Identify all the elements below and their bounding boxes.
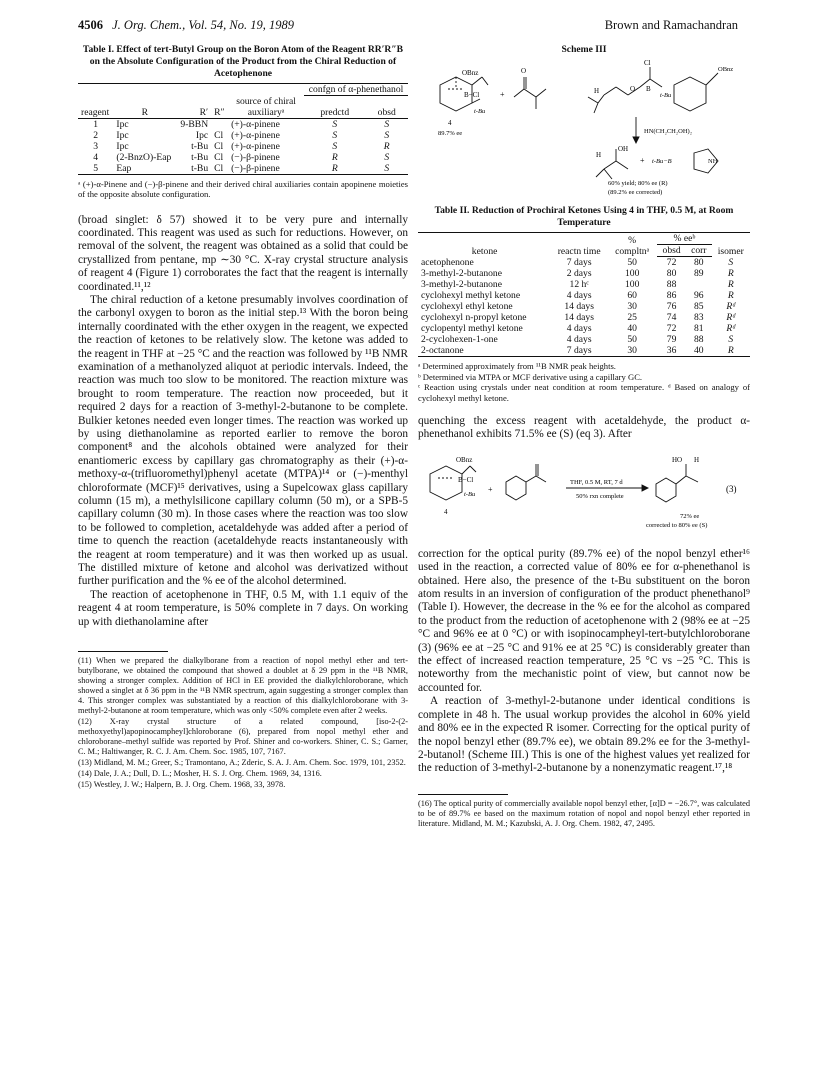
table1-header-reagent: reagent <box>78 96 113 119</box>
table-row <box>418 279 750 290</box>
table-row <box>78 152 408 163</box>
journal-citation: J. Org. Chem., Vol. 54, No. 19, 1989 <box>112 18 294 32</box>
table1-header-source: source of chiral auxiliaryᵃ <box>228 96 304 119</box>
cell-reagent: 2 <box>93 129 99 141</box>
table2-footnote-a: ᵃ Determined approximately from ¹¹B NMR peak heights. <box>418 361 616 371</box>
cell-isomer: S <box>728 334 734 345</box>
cell-obsd: R <box>383 140 390 152</box>
footnote-14: (14) Dale, J. A.; Dull, D. L.; Mosher, H. S. J. Org. Chem. 1969, 34, 1316. <box>78 769 322 779</box>
cell-isomer: R <box>712 345 750 357</box>
table1-header-r: R <box>113 96 176 119</box>
cell-compl: 50 <box>627 334 637 345</box>
cell-obsd: 80 <box>666 268 677 279</box>
cell-r2: Cl <box>214 129 224 141</box>
eq3-conditions-2: 50% rxn complete <box>576 492 624 500</box>
cell-r: (2-BnzO)-Eap <box>116 151 172 163</box>
table-row <box>418 334 750 345</box>
cell-aux: (+)-α-pinene <box>231 140 280 152</box>
scheme-label-cl: Cl <box>644 59 651 67</box>
cell-corr: 81 <box>694 323 704 334</box>
table2-caption: Table II. Reduction of Prochiral Ketones Using 4 in THF, 0.5 M, at Room Temperature <box>434 205 734 228</box>
paragraph: correction for the optical purity (89.7% ee) of the nopol benzyl ether¹⁶ used in the reaction, a corrected value of 80% ee for α-phenethanol is obtained. Here also, the presence of the t-Bu substituent on the boron atom results in an inversion of configuration of the product phenethanol⁹ (Table I). However, the decrease in the % ee for the alcohol as compared to the product from the reduction of acetophenone with 2 (98% ee at −25 °C and 96% ee at 0 °C) or with isopinocampheyl-tert-butylchloroborane (3) (96% ee at −25 °C and 91% ee at 25 °C) is considerably greater than the effect of increased reaction temperature, 25 °C vs −25 °C. This is noteworthy from the mechanistic point of view, but cannot now be accounted for. <box>418 547 750 694</box>
cell-r1: t-Bu <box>176 163 211 175</box>
cell-ketone: 3-methyl-2-butanone <box>421 268 502 279</box>
paragraph: The reaction of acetophenone in THF, 0.5 M, with 1.1 equiv of the reagent 4 at room temperature, is 50% complete in 7 days. On working up with diethanolamine after <box>78 588 408 628</box>
scheme-label-tbu: t-Bu <box>474 108 486 115</box>
eq3-ho: HO <box>672 455 683 464</box>
cell-reagent: 1 <box>93 118 99 130</box>
eq3-bcl: B−Cl <box>458 475 474 484</box>
scheme-byproduct-nh: NH <box>708 158 718 165</box>
scheme-label-bcl: B−Cl <box>464 91 480 99</box>
scheme-label-o: O <box>630 85 636 93</box>
cell-aux: (+)-α-pinene <box>231 129 280 141</box>
cell-ketone: acetophenone <box>421 256 474 268</box>
eq3-h: H <box>694 455 700 464</box>
cell-time: 4 days <box>566 323 592 334</box>
cell-ketone: 3-methyl-2-butanone <box>421 279 502 290</box>
cell-corr: 85 <box>694 301 704 312</box>
paragraph: A reaction of 3-methyl-2-butanone under identical conditions is complete in 48 h. The usual workup provides the alcohol in 60% yield and 80% ee in the expected R isomer. Correcting for the optical purity of the nopol benzyl ether (89.7% ee), we obtain 89.2% ee for the 3-methyl-2-butanol! (Scheme III.) This is one of the highest values yet realized for the reduction of 3-methyl-2-butanone by a nonenzymatic reagent.¹⁷,¹⁸ <box>418 695 750 775</box>
cell-r2: Cl <box>214 140 224 152</box>
scheme-byproduct-tbub: t-Bu−B <box>652 158 672 165</box>
cell-compl: 60 <box>627 290 637 301</box>
cell-ketone: 2-octanone <box>418 345 551 357</box>
table2-header-ee: % eeᵇ <box>657 233 711 245</box>
cell-aux: (+)-α-pinene <box>231 118 280 130</box>
table-row <box>418 290 750 301</box>
cell-isomer: R <box>727 290 734 301</box>
cell-r2: Cl <box>211 163 228 175</box>
cell-time: 7 days <box>551 345 607 357</box>
table-row <box>418 345 750 357</box>
scheme-product-h: H <box>596 151 602 159</box>
cell-pred: S <box>332 129 338 141</box>
table2-footnote-b: ᵇ Determined via MTPA or MCF derivative using a capillary GC. <box>418 371 643 382</box>
footnote-12: (12) X-ray crystal structure of a related compound, [iso-2-(2-methoxyethyl)apopinocampheyl]chloroborane (6), prepared from nopol methyl ether and chloroborane–methyl sulfide was reported by Prof. Shiner and co-workers. Shiner, C. S.; Garner, C. M.; Haltiwanger, R. C. J. Am. Chem. Soc. 1985, 107, 7167. <box>78 717 408 757</box>
cell-corr: 96 <box>694 290 704 301</box>
table-row <box>418 257 750 269</box>
cell-isomer: Rᵈ <box>726 323 736 334</box>
running-header-authors: Brown and Ramachandran <box>604 18 738 32</box>
cell-isomer: S <box>728 256 734 268</box>
footnote-13: (13) Midland, M. M.; Greer, S.; Tramontano, A.; Zderic, S. A. J. Am. Chem. Soc. 1979, 101, 2352. <box>78 758 406 768</box>
scheme-plus-2: + <box>640 156 645 165</box>
cell-isomer: R <box>727 268 734 279</box>
cell-corr: 83 <box>694 312 704 323</box>
cell-isomer: Rᵈ <box>726 312 736 323</box>
scheme-ee: 89.7% ee <box>438 130 463 137</box>
cell-compl: 50 <box>627 256 637 268</box>
cell-reagent: 5 <box>78 163 113 175</box>
cell-reagent: 4 <box>93 151 99 163</box>
cell-compl: 100 <box>624 268 640 279</box>
scheme-label-b: B <box>646 85 651 93</box>
eq3-ee: 72% ee <box>680 512 700 520</box>
cell-time: 14 days <box>564 301 594 312</box>
cell-ketone: cyclohexyl methyl ketone <box>421 290 521 301</box>
table-row <box>78 163 408 175</box>
table-row <box>418 323 750 334</box>
scheme-yield: 60% yield; 80% ee (R) <box>608 180 668 187</box>
cell-isomer: Rᵈ <box>726 301 736 312</box>
cell-time: 2 days <box>566 268 592 279</box>
cell-r: Ipc <box>116 140 129 152</box>
table2-header-ketone <box>418 233 551 257</box>
table1 <box>78 83 408 175</box>
cell-time: 12 hᶜ <box>569 279 589 290</box>
page-number: 4506 <box>78 18 103 32</box>
cell-ketone: 2-cyclohexen-1-one <box>421 334 498 345</box>
cell-obsd: S <box>384 118 390 130</box>
table2 <box>418 232 750 357</box>
paragraph: The chiral reduction of a ketone presumably involves coordination of the carbonyl oxygen to boron as the initial step.¹³ With the boron being internally coordinated with the ether oxygen in the reagent, we expected the reaction of ketones to be relatively slow. The ketone was added to the reagent in THF at −25 °C and the reaction was followed by ¹¹B NMR examination of a methanolyzed aliquot at periodic intervals. Indeed, the reaction was much too slow to be monitored. The reaction mixture was brought to room temperature. The reaction now proceeded, but it required 2 days for a reaction of 3-methyl-2-butanone to be complete. Bulkier ketones needed even longer times. The reaction was worked up by using diethanolamine as reported earlier to remove the boron component⁸ and the alcohols obtained were analyzed for their enantiomeric excess by capillary gas chromatography as their (+)-α-methoxy-α-(trifluoromethyl)phenyl acetate (MTPA)¹⁴ or (−)-menthyl chloroformate (MCF)¹⁵ derivatives, using a Supelcowax glass capillary column (15 m), a methylsilicone capillary column (50 m), or a SPB-5 capillary column (30 m). In those cases where the reaction was too slow to be followed to completion, acetaldehyde was added after a period of time to quench the reaction (acetaldehyde reacts instantaneously with the reagent at room temperature) and it was then worked up as usual. The distilled mixture of ketone and alcohol was derivatized without further purification and the % ee of the alcohol determined. <box>78 293 408 588</box>
table-row <box>78 141 408 152</box>
cell-ketone: cyclohexyl ethyl ketone <box>421 301 513 312</box>
left-footnotes <box>78 656 408 790</box>
right-column <box>418 44 750 829</box>
table1-header-r1: R′ <box>176 96 211 119</box>
scheme-label-tbu2: t-Bu <box>660 92 672 99</box>
cell-pred: R <box>304 163 365 175</box>
running-header-left <box>78 18 294 33</box>
cell-isomer: R <box>727 279 734 290</box>
cell-obsd: 88 <box>666 279 677 290</box>
table1-caption: Table I. Effect of tert-Butyl Group on the Boron Atom of the Reagent RR′R″B on the Absolute Configuration of the Product from the Chiral Reduction of Acetophenone <box>82 44 404 79</box>
cell-r: Ipc <box>116 129 129 141</box>
eq3-obnz: OBnz <box>456 455 473 464</box>
cell-r1: t-Bu <box>191 151 209 163</box>
cell-pred: S <box>332 140 338 152</box>
cell-aux: (−)-β-pinene <box>231 151 280 163</box>
table1-header-predctd: predctd <box>304 96 365 119</box>
scheme3-figure <box>418 57 750 197</box>
left-column <box>78 44 408 791</box>
table2-header-isomer: isomer <box>712 233 750 257</box>
footnote-divider <box>78 651 168 652</box>
cell-time: 4 days <box>566 334 592 345</box>
equation-3-figure <box>418 446 750 542</box>
cell-r2 <box>211 118 228 130</box>
cell-pred: R <box>331 151 338 163</box>
cell-obsd: 86 <box>666 290 677 301</box>
footnote-11: (11) When we prepared the dialkylborane from a reaction of nopol methyl ether and tert-butylborane, we obtained the compound that showed a doublet at δ 29 ppm in the ¹¹B NMR, showing a stronger complex. Addition of HCl in EE provided the dialkylchloroborane, which showed a singlet at δ 36 ppm in the ¹¹B NMR spectrum, again suggesting a stronger complex than 4. This stronger complex was substantiated by a reaction of this dialkylchloroborane with 3-methyl-2-butanone at room temperature, which was only <50% complete even after 2 weeks. <box>78 656 408 716</box>
cell-r1: 9-BBN <box>180 118 209 130</box>
scheme-ketone-o: O <box>521 67 527 75</box>
table-row <box>78 118 408 130</box>
footnote-15: (15) Westley, J. W.; Halpern, B. J. Org. Chem. 1968, 33, 3978. <box>78 780 286 790</box>
table2-footnote-c: ᶜ Reaction using crystals under neat condition at room temperature. ᵈ Based on analogy of cyclohexyl methyl ketone. <box>418 382 750 403</box>
cell-obsd: 72 <box>666 257 677 268</box>
cell-time: 4 days <box>566 290 592 301</box>
cell-obsd: 72 <box>666 323 677 334</box>
scheme-reagent: HN(CH₂CH₂OH)₂ <box>644 128 692 135</box>
table2-header-ketone-label: ketone <box>471 245 498 257</box>
cell-obsd: S <box>384 129 390 141</box>
eq3-plus: + <box>488 484 493 494</box>
cell-r: Eap <box>113 163 176 175</box>
scheme-corrected: (89.2% ee corrected) <box>608 189 663 196</box>
cell-time: 14 days <box>564 312 594 323</box>
table-row <box>78 130 408 141</box>
table2-footnotes <box>418 361 750 403</box>
left-body-text <box>78 214 408 630</box>
cell-corr: 40 <box>686 345 712 357</box>
cell-time: 7 days <box>566 256 592 268</box>
cell-corr: 80 <box>694 257 704 268</box>
cell-corr: 88 <box>694 334 704 345</box>
cell-pred: S <box>332 118 338 130</box>
eq3-compound-4: 4 <box>444 507 448 516</box>
cell-obsd: 79 <box>666 334 677 345</box>
cell-compl: 100 <box>624 279 640 290</box>
scheme-label-h: H <box>594 87 600 95</box>
table2-header-obsd: obsd <box>657 245 686 257</box>
footnote-divider <box>418 794 508 795</box>
table1-header-confgn: confgn of α-phenethanol <box>304 84 408 96</box>
cell-compl: 30 <box>607 345 657 357</box>
cell-obsd: 76 <box>666 301 677 312</box>
eq3-ee-corrected: corrected to 80% ee (S) <box>646 521 708 529</box>
scheme-label-obnz: OBnz <box>462 69 479 77</box>
paragraph: (broad singlet: δ 57) showed it to be very pure and internally coordinated. This reagent was used as such for reductions. However, on removal of the solvent, the reagent was obtained as a solid that could be crystallized from pentane, mp ∼30 °C. X-ray crystal structure analysis of reagent 4 (Figure 1) corroborates the fact that the reagent is internally coordinated.¹¹,¹² <box>78 213 408 293</box>
scheme-product-oh: OH <box>618 145 629 153</box>
cell-obsd: 74 <box>666 312 677 323</box>
table1-header-obsd: obsd <box>365 96 408 119</box>
table1-header-r2: R″ <box>211 96 228 119</box>
eq3-conditions: THF, 0.5 M, RT, 7 d <box>570 478 623 486</box>
eq3-number: (3) <box>726 483 737 494</box>
table-row <box>418 301 750 312</box>
paragraph: quenching the excess reagent with acetaldehyde, the product α-phenethanol exhibits 71.5% ee (S) (eq 3). After <box>418 415 750 441</box>
scheme-compound-4: 4 <box>448 119 452 127</box>
table2-header-time: reactn time <box>551 233 607 257</box>
scheme3-title: Scheme III <box>561 44 607 55</box>
footnote-16: (16) The optical purity of commercially available nopol benzyl ether, [α]D = −26.7°, was calculated to be of 89.7% ee based on the maximum rotation of nopol and nopol benzyl ether reported in literature. Midland, M. M.; Kazubski, A. J. Org. Chem. 1982, 47, 2495. <box>418 798 750 828</box>
cell-aux: (−)-β-pinene <box>228 163 304 175</box>
table1-footnote: ᵃ (+)-α-Pinene and (−)-β-pinene and their derived chiral auxiliaries contain apopinene moieties of the opposite absolute configuration. <box>78 178 408 199</box>
cell-r1: Ipc <box>195 129 209 141</box>
table2-header-corr: corr <box>686 245 712 257</box>
cell-r1: t-Bu <box>191 140 209 152</box>
right-body-text-1 <box>418 415 750 442</box>
scheme-label-plus: + <box>500 90 505 99</box>
cell-r2: Cl <box>214 151 224 163</box>
table2-header-compl: % compltnᵃ <box>607 233 657 257</box>
table-row <box>418 268 750 279</box>
table-row <box>418 312 750 323</box>
cell-ketone: cyclopentyl methyl ketone <box>421 323 523 334</box>
cell-corr: 89 <box>694 268 704 279</box>
cell-compl: 25 <box>627 312 637 323</box>
cell-obsd: 36 <box>657 345 686 357</box>
cell-corr <box>686 279 712 290</box>
right-body-text-2 <box>418 548 750 776</box>
cell-ketone: cyclohexyl n-propyl ketone <box>421 312 527 323</box>
cell-compl: 40 <box>627 323 637 334</box>
cell-reagent: 3 <box>93 140 99 152</box>
cell-compl: 30 <box>627 301 637 312</box>
eq3-tbu: t-Bu <box>464 490 476 498</box>
scheme-label-obnz2: OBnz <box>718 66 734 73</box>
cell-obsd: S <box>365 163 408 175</box>
cell-obsd: S <box>384 151 390 163</box>
cell-r: Ipc <box>116 118 129 130</box>
